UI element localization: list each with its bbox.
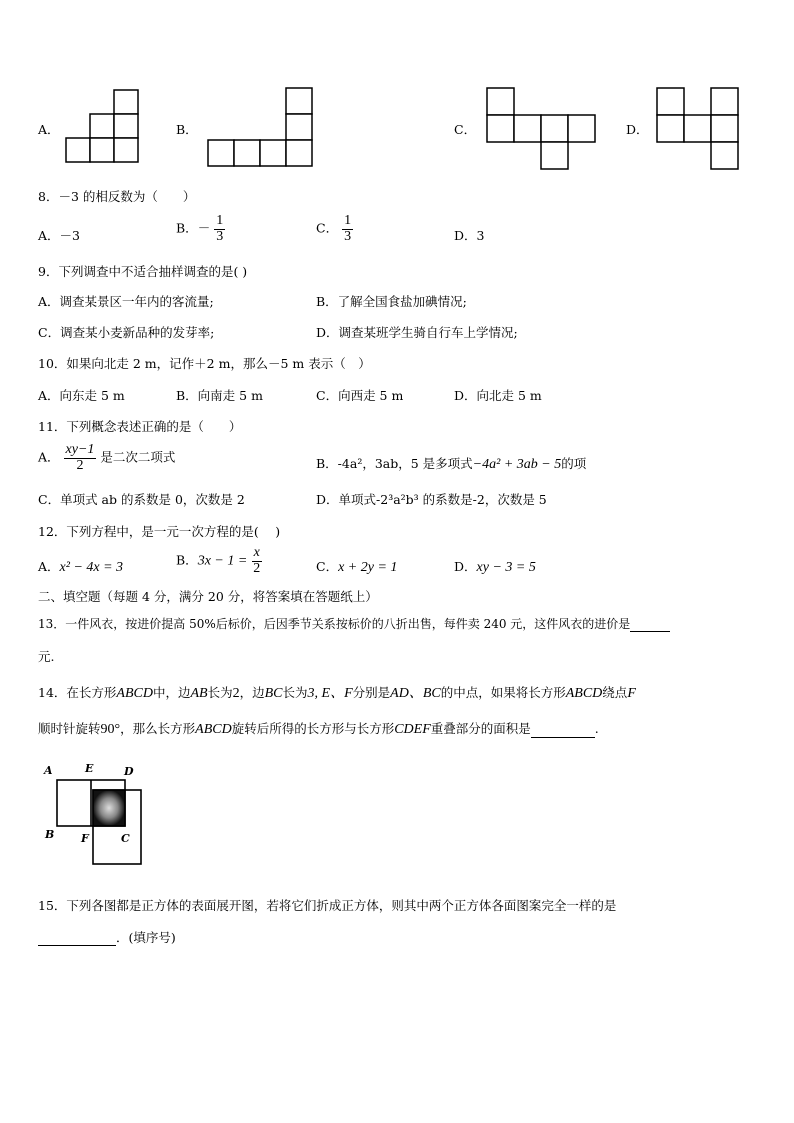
q12-option-d: D．xy − 3 = 5 bbox=[454, 559, 536, 575]
q8-option-b: B．－ $\frac{1}{3}$ bbox=[176, 213, 224, 244]
q14-label-f: F bbox=[81, 832, 89, 845]
q8-option-d: D．3 bbox=[454, 228, 485, 243]
q14-label-e: E bbox=[85, 762, 94, 775]
q13-line1: 13．一件风衣，按进价提高 50%后标价，后因季节关系按标价的八折出售，每件卖 240 元，这件风衣的进价是 bbox=[38, 615, 670, 632]
q15-answer-blank[interactable] bbox=[38, 931, 116, 946]
q10-option-c: C．向西走 5 m bbox=[316, 388, 404, 403]
q8-stem: 8．－3 的相反数为（ ） bbox=[38, 189, 196, 204]
q15-line2: ．(填序号) bbox=[38, 928, 176, 946]
section2-title: 二、填空题（每题 4 分，满分 20 分，将答案填在答题纸上） bbox=[38, 589, 378, 604]
q10-stem: 10．如果向北走 2 m，记作＋2 m，那么－5 m 表示（ ） bbox=[38, 356, 371, 371]
q7-net-c bbox=[487, 88, 595, 169]
q10-option-a: A．向东走 5 m bbox=[38, 388, 125, 403]
q7-net-b bbox=[208, 88, 312, 166]
q15-line1: 15．下列各图都是正方体的表面展开图，若将它们折成正方体，则其中两个正方体各面图案完全一样的是 bbox=[38, 898, 617, 913]
q7-option-b: B． bbox=[176, 122, 198, 137]
q14-answer-blank[interactable] bbox=[531, 723, 595, 738]
q7-net-a bbox=[66, 90, 138, 162]
q14-label-c: C bbox=[121, 832, 130, 845]
q7-option-c: C． bbox=[454, 122, 477, 137]
q11-option-c: C．单项式 ab 的系数是 0，次数是 2 bbox=[38, 492, 245, 507]
q9-option-a: A．调查某景区一年内的客流量; bbox=[38, 294, 214, 309]
q8-option-c: C． $\frac{1}{3}$ bbox=[316, 213, 352, 244]
q8-option-a: A．－3 bbox=[38, 228, 80, 243]
q9-option-b: B．了解全国食盐加碘情况; bbox=[316, 294, 467, 309]
q11-option-d: D．单项式-2³a²b³ 的系数是-2，次数是 5 bbox=[316, 492, 547, 507]
q12-stem: 12．下列方程中，是一元一次方程的是( ) bbox=[38, 524, 281, 539]
q14-label-b: B bbox=[45, 828, 55, 841]
q11-stem: 11．下列概念表述正确的是（ ） bbox=[38, 419, 242, 434]
q10-option-d: D．向北走 5 m bbox=[454, 388, 542, 403]
q7-option-a: A． bbox=[38, 122, 60, 137]
q13-answer-blank[interactable] bbox=[630, 617, 670, 632]
q11-option-b: B．-4a²，3ab，5 是多项式−4a² + 3ab − 5的项 bbox=[316, 456, 587, 472]
q7-option-d: D． bbox=[626, 122, 649, 137]
q12-option-a: A．x² − 4x = 3 bbox=[38, 559, 124, 575]
q11-option-a: A． $\frac{xy-1}{2}$ 是二次二项式 bbox=[38, 442, 176, 473]
q14-line2: 顺时针旋转90°，那么长方形ABCD旋转后所得的长方形与长方形CDEF重叠部分的面积是 . bbox=[38, 721, 599, 737]
q12-option-c: C．x + 2y = 1 bbox=[316, 559, 398, 575]
q9-option-d: D．调查某班学生骑自行车上学情况; bbox=[316, 325, 518, 340]
q14-line1: 14．在长方形ABCD中，边AB长为2，边BC长为3, E、F分别是AD、BC的中点，如果将长方形ABCD绕点F bbox=[38, 685, 636, 701]
q14-figure bbox=[40, 760, 150, 872]
q14-label-a: A bbox=[44, 764, 53, 777]
q9-stem: 9．下列调查中不适合抽样调查的是( ) bbox=[38, 264, 248, 279]
q13-line2: 元. bbox=[38, 649, 55, 664]
q12-option-b: B．3x − 1 = $\frac{x}{2}$ bbox=[176, 545, 261, 576]
q14-label-d: D bbox=[124, 765, 134, 778]
q9-option-c: C．调查某小麦新品种的发芽率; bbox=[38, 325, 215, 340]
q10-option-b: B．向南走 5 m bbox=[176, 388, 263, 403]
q7-net-d bbox=[657, 88, 738, 169]
